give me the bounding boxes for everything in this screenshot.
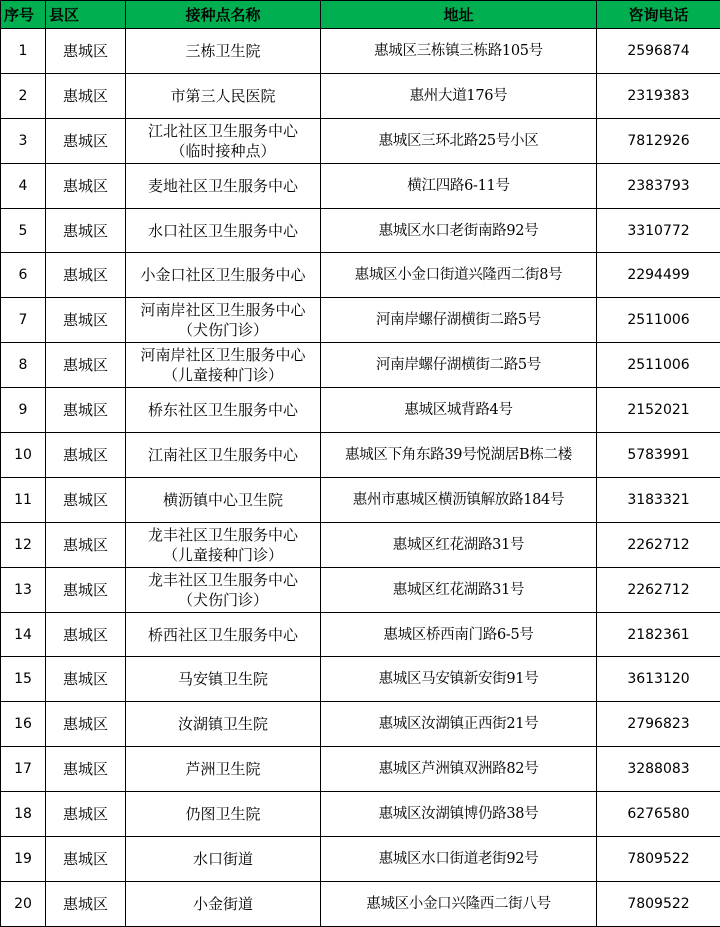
site-name-cell bbox=[126, 208, 321, 253]
table-header bbox=[1, 1, 720, 29]
phone-cell: 3183321 bbox=[597, 477, 720, 522]
table-row bbox=[1, 29, 720, 74]
row-number: 18 bbox=[1, 792, 46, 837]
table-row bbox=[1, 388, 720, 433]
site-name-line: （犬伤门诊） bbox=[127, 590, 319, 610]
site-name-cell bbox=[126, 567, 321, 612]
site-name-cell bbox=[126, 253, 321, 298]
county-cell: 惠城区 bbox=[46, 657, 126, 702]
address-cell: 惠州市惠城区横沥镇解放路184号 bbox=[321, 477, 597, 522]
row-number: 17 bbox=[1, 747, 46, 792]
phone-cell: 3613120 bbox=[597, 657, 720, 702]
site-name-line: （儿童接种门诊） bbox=[127, 545, 319, 565]
site-name-line: （犬伤门诊） bbox=[127, 320, 319, 340]
address-cell: 惠州大道176号 bbox=[321, 73, 597, 118]
phone-cell: 3310772 bbox=[597, 208, 720, 253]
county-cell: 惠城区 bbox=[46, 298, 126, 343]
site-name-cell bbox=[126, 837, 321, 882]
site-name-line: 龙丰社区卫生服务中心 bbox=[127, 570, 319, 590]
table-row bbox=[1, 612, 720, 657]
table-row bbox=[1, 522, 720, 567]
address-cell: 河南岸螺仔湖横街二路5号 bbox=[321, 343, 597, 388]
row-number: 14 bbox=[1, 612, 46, 657]
site-name-cell bbox=[126, 388, 321, 433]
phone-cell: 2511006 bbox=[597, 343, 720, 388]
table-row bbox=[1, 567, 720, 612]
row-number: 10 bbox=[1, 433, 46, 478]
county-cell: 惠城区 bbox=[46, 208, 126, 253]
phone-cell: 2596874 bbox=[597, 29, 720, 74]
site-name-line: 仍图卫生院 bbox=[127, 804, 319, 824]
address-cell: 惠城区汝湖镇博仍路38号 bbox=[321, 792, 597, 837]
site-name-line: 三栋卫生院 bbox=[127, 41, 319, 61]
site-name-line: 桥西社区卫生服务中心 bbox=[127, 625, 319, 645]
address-cell: 惠城区桥西南门路6-5号 bbox=[321, 612, 597, 657]
site-name-cell bbox=[126, 73, 321, 118]
site-name-cell bbox=[126, 343, 321, 388]
phone-cell: 7809522 bbox=[597, 881, 720, 926]
table-row bbox=[1, 298, 720, 343]
address-cell: 惠城区芦洲镇双洲路82号 bbox=[321, 747, 597, 792]
table-row bbox=[1, 73, 720, 118]
row-number: 3 bbox=[1, 118, 46, 163]
row-number: 7 bbox=[1, 298, 46, 343]
phone-cell: 6276580 bbox=[597, 792, 720, 837]
site-name-line: 马安镇卫生院 bbox=[127, 669, 319, 689]
table-row bbox=[1, 208, 720, 253]
site-name-line: 小金口社区卫生服务中心 bbox=[127, 265, 319, 285]
county-cell: 惠城区 bbox=[46, 343, 126, 388]
phone-cell: 2319383 bbox=[597, 73, 720, 118]
phone-cell: 2511006 bbox=[597, 298, 720, 343]
row-number: 20 bbox=[1, 881, 46, 926]
phone-cell: 2182361 bbox=[597, 612, 720, 657]
address-cell: 横江四路6-11号 bbox=[321, 163, 597, 208]
county-cell: 惠城区 bbox=[46, 702, 126, 747]
table-row bbox=[1, 433, 720, 478]
phone-cell: 5783991 bbox=[597, 433, 720, 478]
site-name-cell bbox=[126, 657, 321, 702]
site-name-line: 市第三人民医院 bbox=[127, 86, 319, 106]
address-cell: 河南岸螺仔湖横街二路5号 bbox=[321, 298, 597, 343]
county-cell: 惠城区 bbox=[46, 163, 126, 208]
address-cell: 惠城区小金口街道兴隆西二街8号 bbox=[321, 253, 597, 298]
county-cell: 惠城区 bbox=[46, 612, 126, 657]
site-name-cell bbox=[126, 522, 321, 567]
table-row bbox=[1, 792, 720, 837]
site-name-line: （儿童接种门诊） bbox=[127, 365, 319, 385]
county-cell: 惠城区 bbox=[46, 388, 126, 433]
county-cell: 惠城区 bbox=[46, 881, 126, 926]
header-phone: 咨询电话 bbox=[597, 1, 720, 29]
site-name-cell bbox=[126, 792, 321, 837]
address-cell: 惠城区三环北路25号小区 bbox=[321, 118, 597, 163]
row-number: 2 bbox=[1, 73, 46, 118]
phone-cell: 2796823 bbox=[597, 702, 720, 747]
address-cell: 惠城区城背路4号 bbox=[321, 388, 597, 433]
row-number: 5 bbox=[1, 208, 46, 253]
header-site-name: 接种点名称 bbox=[126, 1, 321, 29]
site-name-line: 小金街道 bbox=[127, 894, 319, 914]
row-number: 11 bbox=[1, 477, 46, 522]
phone-cell: 2383793 bbox=[597, 163, 720, 208]
site-name-line: 水口街道 bbox=[127, 849, 319, 869]
site-name-cell bbox=[126, 477, 321, 522]
county-cell: 惠城区 bbox=[46, 522, 126, 567]
site-name-line: 河南岸社区卫生服务中心 bbox=[127, 300, 319, 320]
table-row bbox=[1, 343, 720, 388]
table-row bbox=[1, 118, 720, 163]
row-number: 13 bbox=[1, 567, 46, 612]
county-cell: 惠城区 bbox=[46, 477, 126, 522]
row-number: 9 bbox=[1, 388, 46, 433]
table-body bbox=[1, 29, 720, 927]
county-cell: 惠城区 bbox=[46, 747, 126, 792]
site-name-cell bbox=[126, 747, 321, 792]
row-number: 1 bbox=[1, 29, 46, 74]
county-cell: 惠城区 bbox=[46, 73, 126, 118]
address-cell: 惠城区红花湖路31号 bbox=[321, 567, 597, 612]
phone-cell: 7809522 bbox=[597, 837, 720, 882]
table-row bbox=[1, 837, 720, 882]
row-number: 6 bbox=[1, 253, 46, 298]
table-row bbox=[1, 702, 720, 747]
phone-cell: 2152021 bbox=[597, 388, 720, 433]
address-cell: 惠城区水口老街南路92号 bbox=[321, 208, 597, 253]
header-address: 地址 bbox=[321, 1, 597, 29]
county-cell: 惠城区 bbox=[46, 118, 126, 163]
site-name-cell bbox=[126, 29, 321, 74]
address-cell: 惠城区下角东路39号悦湖居B栋二楼 bbox=[321, 433, 597, 478]
site-name-line: 江南社区卫生服务中心 bbox=[127, 445, 319, 465]
site-name-line: 汝湖镇卫生院 bbox=[127, 714, 319, 734]
phone-cell: 2262712 bbox=[597, 522, 720, 567]
row-number: 19 bbox=[1, 837, 46, 882]
site-name-line: （临时接种点） bbox=[127, 141, 319, 161]
address-cell: 惠城区三栋镇三栋路105号 bbox=[321, 29, 597, 74]
site-name-cell bbox=[126, 118, 321, 163]
row-number: 8 bbox=[1, 343, 46, 388]
phone-cell: 3288083 bbox=[597, 747, 720, 792]
address-cell: 惠城区小金口兴隆西二街八号 bbox=[321, 881, 597, 926]
address-cell: 惠城区水口街道老街92号 bbox=[321, 837, 597, 882]
county-cell: 惠城区 bbox=[46, 837, 126, 882]
table-row bbox=[1, 747, 720, 792]
header-no: 序号 bbox=[1, 1, 46, 29]
row-number: 16 bbox=[1, 702, 46, 747]
county-cell: 惠城区 bbox=[46, 433, 126, 478]
header-county: 县区 bbox=[46, 1, 126, 29]
phone-cell: 2294499 bbox=[597, 253, 720, 298]
site-name-line: 河南岸社区卫生服务中心 bbox=[127, 345, 319, 365]
county-cell: 惠城区 bbox=[46, 792, 126, 837]
row-number: 12 bbox=[1, 522, 46, 567]
site-name-cell bbox=[126, 881, 321, 926]
header-row bbox=[1, 1, 720, 29]
address-cell: 惠城区汝湖镇正西街21号 bbox=[321, 702, 597, 747]
table-row bbox=[1, 477, 720, 522]
county-cell: 惠城区 bbox=[46, 253, 126, 298]
site-name-cell bbox=[126, 163, 321, 208]
site-name-cell bbox=[126, 612, 321, 657]
site-name-line: 龙丰社区卫生服务中心 bbox=[127, 525, 319, 545]
site-name-line: 芦洲卫生院 bbox=[127, 759, 319, 779]
row-number: 4 bbox=[1, 163, 46, 208]
table-row bbox=[1, 881, 720, 926]
site-name-line: 麦地社区卫生服务中心 bbox=[127, 176, 319, 196]
site-name-line: 横沥镇中心卫生院 bbox=[127, 490, 319, 510]
phone-cell: 2262712 bbox=[597, 567, 720, 612]
row-number: 15 bbox=[1, 657, 46, 702]
phone-cell: 7812926 bbox=[597, 118, 720, 163]
site-name-cell bbox=[126, 298, 321, 343]
address-cell: 惠城区红花湖路31号 bbox=[321, 522, 597, 567]
site-name-line: 江北社区卫生服务中心 bbox=[127, 121, 319, 141]
site-name-cell bbox=[126, 702, 321, 747]
table-row bbox=[1, 163, 720, 208]
table-row bbox=[1, 657, 720, 702]
site-name-line: 水口社区卫生服务中心 bbox=[127, 221, 319, 241]
site-name-line: 桥东社区卫生服务中心 bbox=[127, 400, 319, 420]
table-row bbox=[1, 253, 720, 298]
county-cell: 惠城区 bbox=[46, 29, 126, 74]
address-cell: 惠城区马安镇新安街91号 bbox=[321, 657, 597, 702]
county-cell: 惠城区 bbox=[46, 567, 126, 612]
site-name-cell bbox=[126, 433, 321, 478]
